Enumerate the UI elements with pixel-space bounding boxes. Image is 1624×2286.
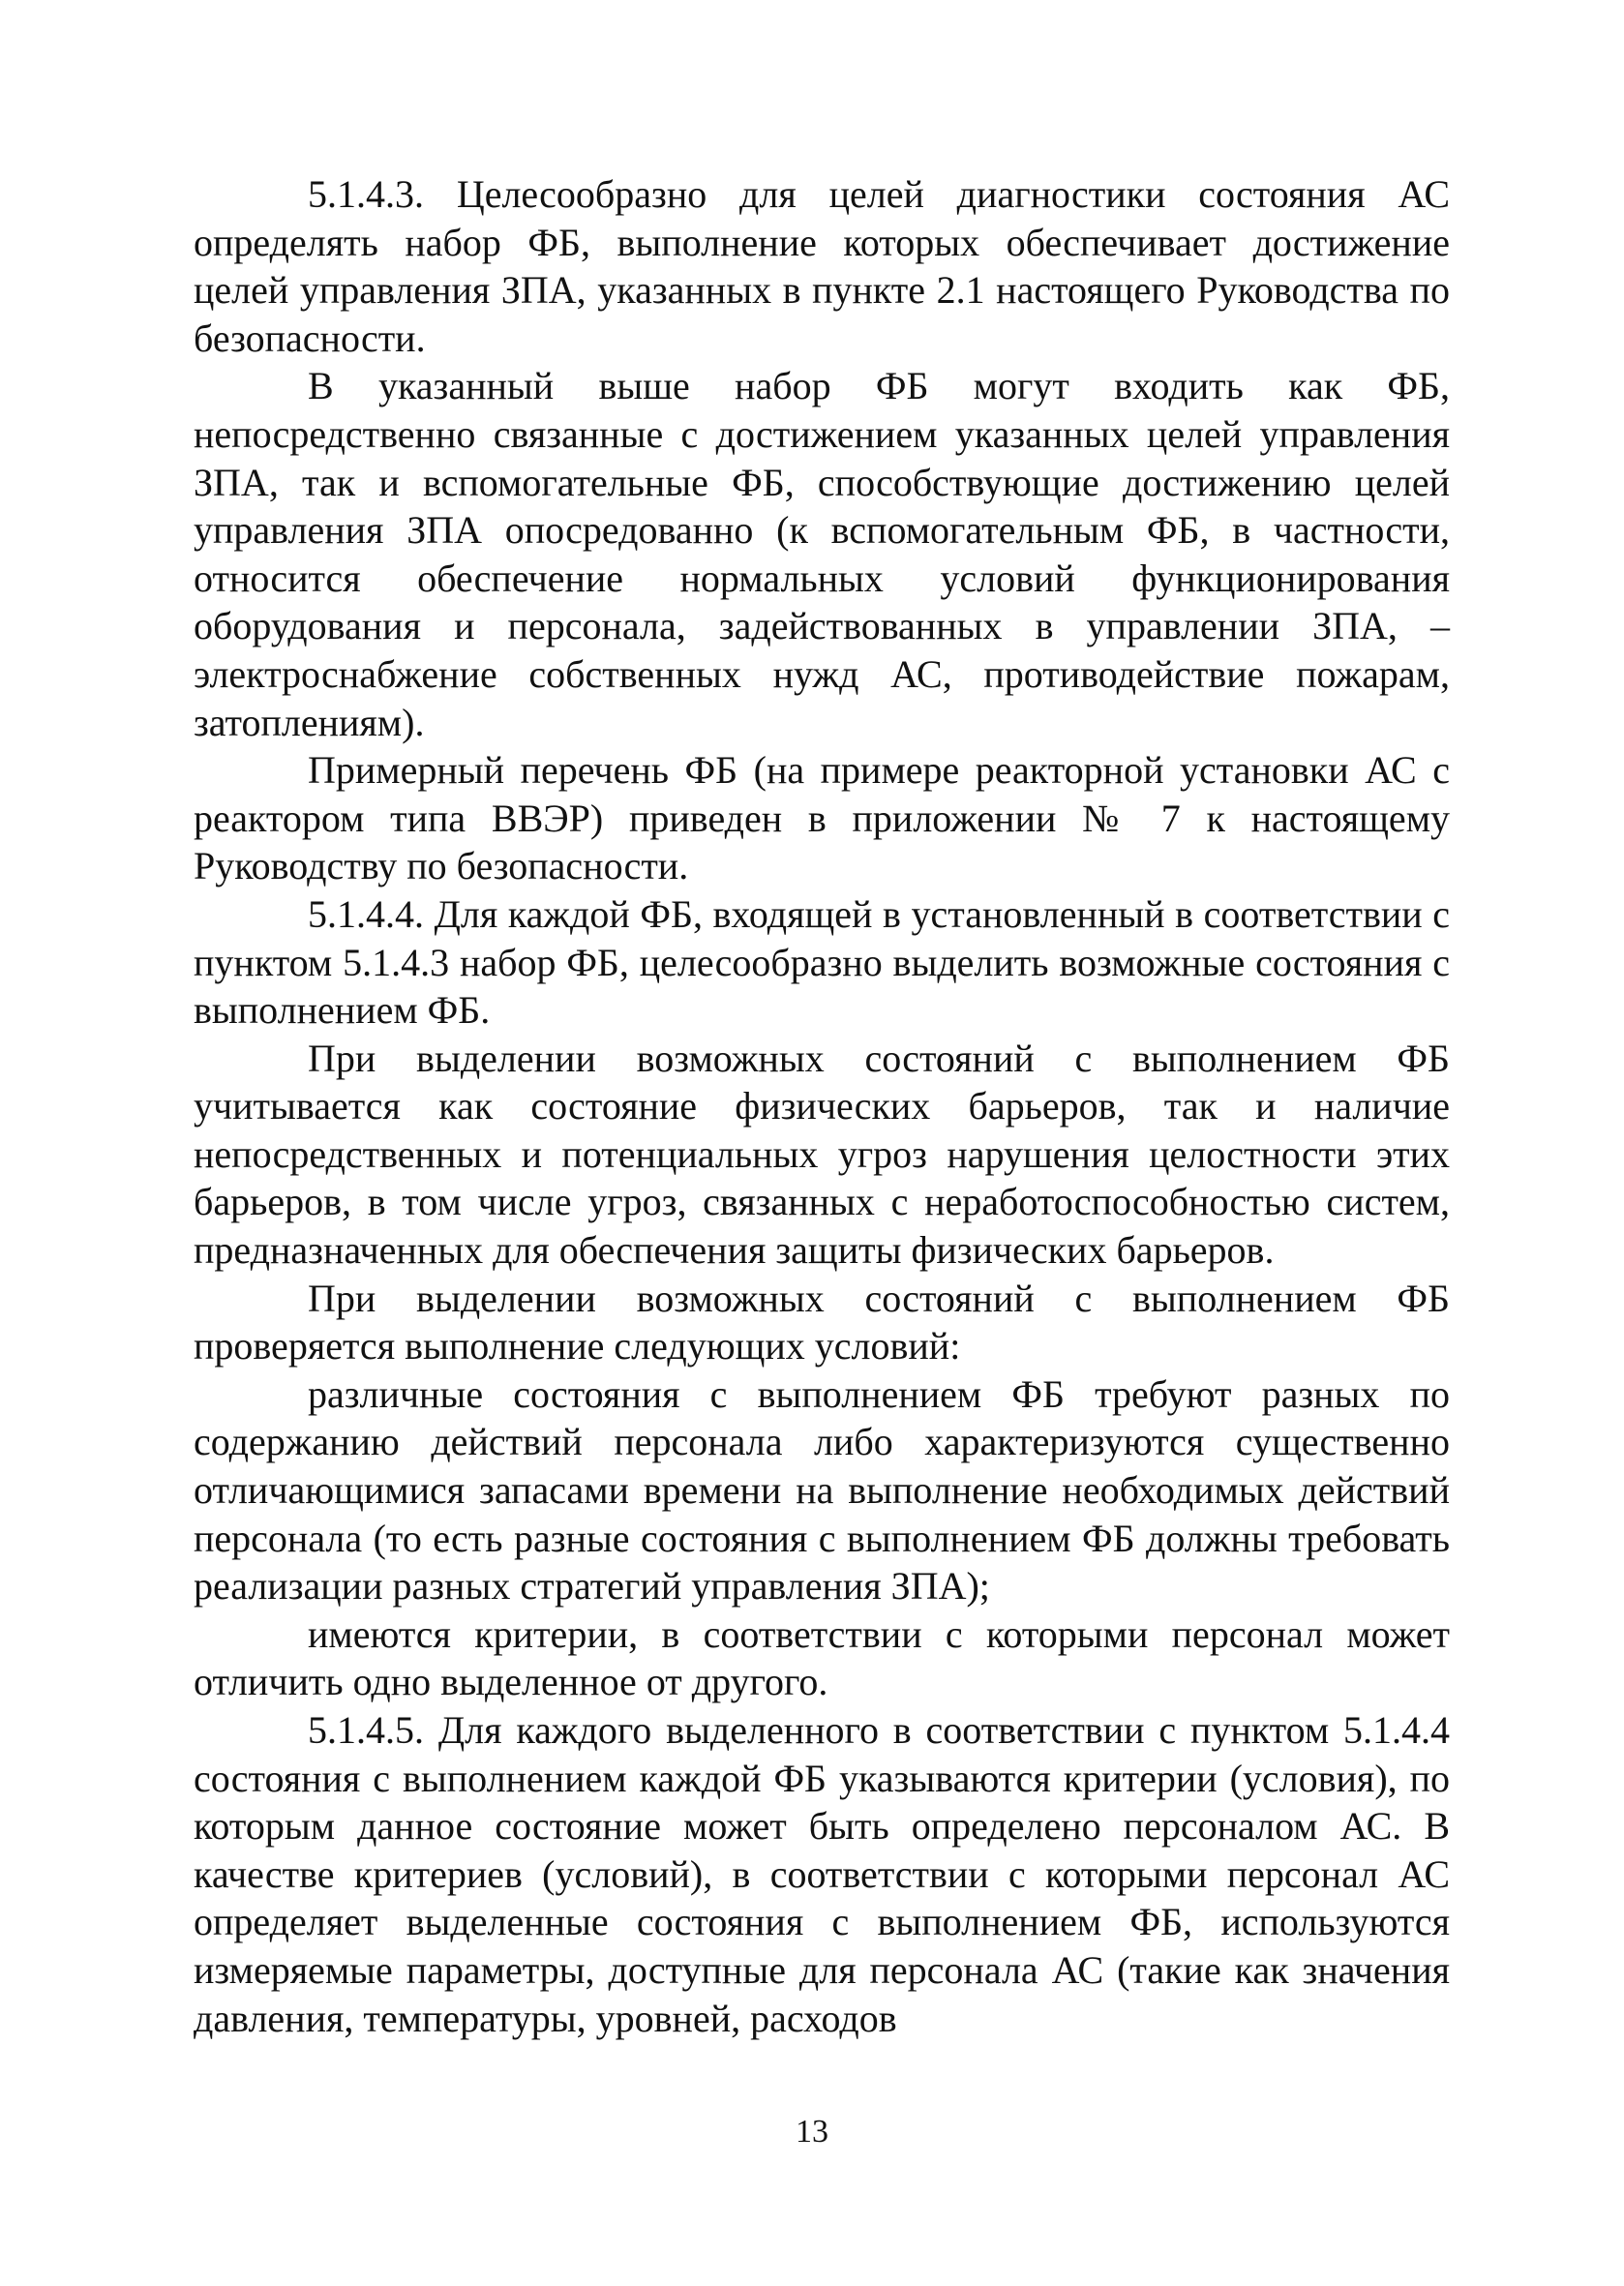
paragraph-condition-2: имеются критерии, в соответствии с которыми персонал может отличить одно выделенное от другого. xyxy=(194,1611,1450,1704)
paragraph-conditions-intro: При выделении возможных состояний с выполнением ФБ проверяется выполнение следующих условий: xyxy=(194,1276,1450,1369)
paragraph-fb-list-reference: Примерный перечень ФБ (на примере реакторной установки АС с реактором типа ВВЭР) приведен в приложении № 7 к настоящему Руководству по безопасности. xyxy=(194,748,1450,888)
paragraph-5-1-4-5: 5.1.4.5. Для каждого выделенного в соответствии с пунктом 5.1.4.4 состояния с выполнением каждой ФБ указываются критерии (условия), по которым данное состояние может быть определено персоналом АС. В качестве критериев (условий), в соответствии с которыми персонал АС определяет выделенные состояния с выполнением ФБ, используются измеряемые параметры, доступные для персонала АС (такие как значения давления, температуры, уровней, расходов xyxy=(194,1708,1450,2040)
paragraph-fb-set-composition: В указанный выше набор ФБ могут входить как ФБ, непосредственно связанные с достижением указанных целей управления ЗПА, так и вспомогательные ФБ, способствующие достижению целей управления ЗПА опосредованно (к вспомогательным ФБ, в частности, относится обеспечение нормальных условий функционирования оборудования и персонала, задействованных в управлении ЗПА, – электроснабжение собственных нужд АС, противодействие пожарам, затоплениям). xyxy=(194,364,1450,744)
body-text xyxy=(194,170,1450,2042)
paragraph-condition-1: различные состояния с выполнением ФБ требуют разных по содержанию действий персонала либо характеризуются существенно отличающимися запасами времени на выполнение необходимых действий персонала (то есть разные состояния с выполнением ФБ должны требовать реализации разных стратегий управления ЗПА); xyxy=(194,1371,1450,1609)
paragraph-states-barriers: При выделении возможных состояний с выполнением ФБ учитывается как состояние физических барьеров, так и наличие непосредственных и потенциальных угроз нарушения целостности этих барьеров, в том числе угроз, связанных с неработоспособностью систем, предназначенных для обеспечения защиты физических барьеров. xyxy=(194,1036,1450,1273)
paragraph-5-1-4-4: 5.1.4.4. Для каждой ФБ, входящей в установленный в соответствии с пунктом 5.1.4.3 набор ФБ, целесообразно выделить возможные состояния с выполнением ФБ. xyxy=(194,891,1450,1033)
paragraph-5-1-4-3: 5.1.4.3. Целесообразно для целей диагностики состояния АС определять набор ФБ, выполнение которых обеспечивает достижение целей управления ЗПА, указанных в пункте 2.1 настоящего Руководства по безопасности. xyxy=(194,172,1450,360)
page-number: 13 xyxy=(796,2114,828,2150)
